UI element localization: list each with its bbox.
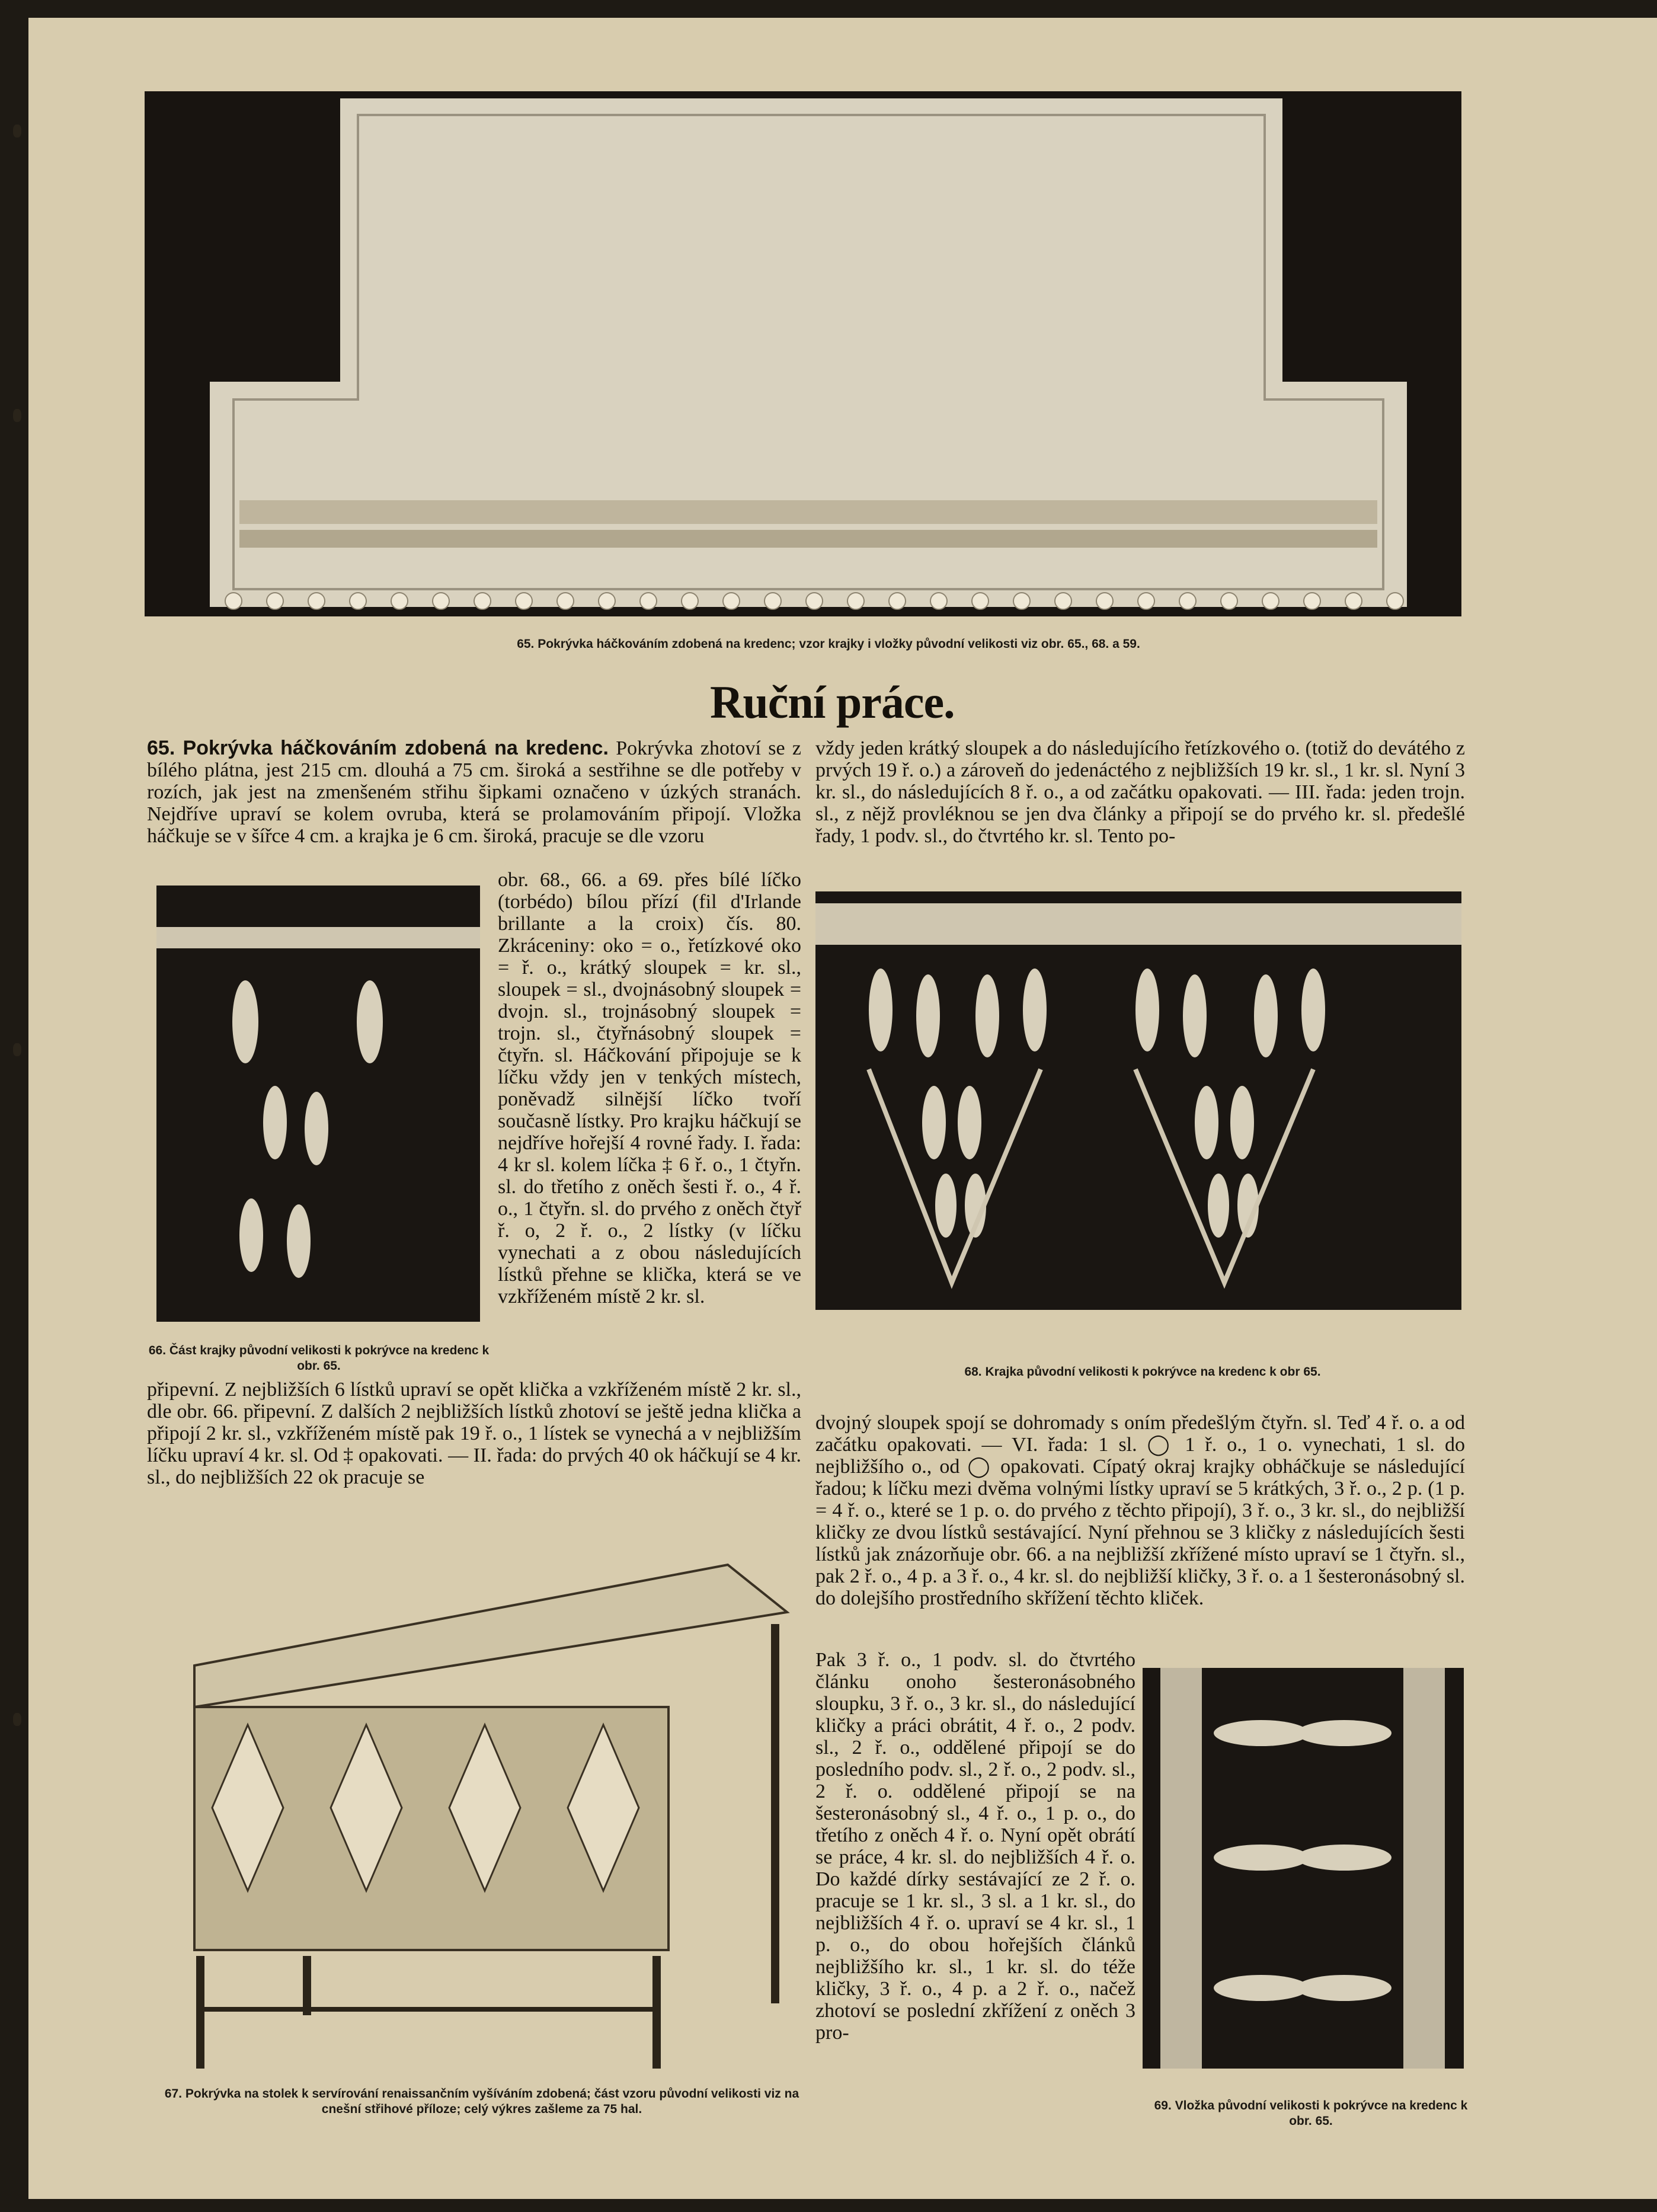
article-column-1-side: obr. 68., 66. a 69. přes bílé líčko (torbédo) bílou přízí (fil d'Irlande brillante a la croix) čís. 80. Zkráceniny: oko = o., řetízkové oko = ř. o., krátký sloupek = kr. sl., sloupek = sl., dvojnásobný sloupek = dvojn. sl., trojnásobný sloupek = trojn. sl., čtyřnásobný sloupek = čtyřn. sl. Háčkování připojuje se k líčku vždy jen v tenkých místech, poněvadž silnější líčko tvoří současně lístky. Pro krajku háčkují se nejdříve hořejší 4 rovné řady. I. řada: 4 kr sl. kolem líčka ‡ 6 ř. o., 1 čtyřn. sl. do třetího z oněch šesti ř. o., 4 ř. o., 1 čtyřn. sl. do prvého z oněch čtyř ř. o, 2 ř. o., 2 lístky (v líčku vynechati a z obou následujících lístků přehne se klička, která se ve vzkříženém místě 2 kr. sl. bbox=[498, 869, 801, 1308]
margin-speck bbox=[13, 409, 21, 422]
figure-69-caption: 69. Vložka původní velikosti k pokrývce na kredenc k obr. 65. bbox=[1154, 2099, 1468, 2128]
article-heading: 65. Pokrývka háčkováním zdobená na kredenc. bbox=[147, 737, 609, 759]
tablecloth-illustration bbox=[145, 91, 1461, 616]
table-cover-illustration bbox=[159, 1553, 802, 2074]
article-column-2-narrow: Pak 3 ř. o., 1 podv. sl. do čtvrtého článku onoho šesteronásobného sloupku, 3 ř. o., 3 kr. sl., do následující kličky a práci obrátit, 4 ř. o., 2 podv. sl., 2 ř. o., oddělené připojí se do posledního podv. sl., 2 ř. o., 2 podv. sl., 2 ř. o. oddělené připojí se na šesteronásobný sl., 4 ř. o., 1 p. o., do třetího z oněch 4 ř. o. Nyní opět obrátí se práce, 4 kr. sl. do nejbližších 4 ř. o. Do každé dírky sestávající ze 2 ř. o. pracuje se 1 kr. sl., 3 sl. a 1 kr. sl., do nejbližších 4 ř. o. upraví se 4 kr. sl., 1 p. o., do obou hořejších článků nejbližšího kr. sl., 1 kr. sl. do téže kličky, 3 ř. o., 4 p. a 2 ř. o., načež zhotoví se poslední zkřížení z oněch 3 pro- bbox=[815, 1649, 1135, 2044]
figure-69-photo bbox=[1143, 1668, 1464, 2069]
figure-65-caption: 65. Pokrývka háčkováním zdobená na kredenc; vzor krajky i vložky původní velikosti viz obr. 65., 68. a 59. bbox=[517, 637, 1140, 651]
figure-68-photo bbox=[815, 891, 1461, 1310]
figure-66-caption: 66. Část krajky původní velikosti k pokrývce na kredenc k obr. 65. bbox=[148, 1344, 490, 1373]
margin-speck bbox=[13, 1043, 21, 1056]
margin-speck bbox=[13, 1713, 21, 1726]
figure-67-illustration bbox=[159, 1553, 802, 2074]
figure-65-photo bbox=[145, 91, 1461, 616]
article-column-2-top: vždy jeden krátký sloupek a do následujícího řetízkového o. (totiž do devátého z prvých 19 ř. o.) a zároveň do jedenáctého z nejbližších 19 kr. sl., 1 kr. sl. Nyní 3 kr. sl., do následujících 8 ř. o., a od začátku opakovati. — III. řada: jeden trojn. sl., z nějž provléknou se jen dva články a připojí se do prvého kr. sl. předešlé řady, 1 podv. sl., do čtvrtého kr. sl. Tento po- bbox=[815, 737, 1465, 847]
lace-edge-illustration bbox=[815, 891, 1461, 1310]
lace-part-illustration bbox=[156, 886, 480, 1322]
figure-68-caption: 68. Krajka původní velikosti k pokrývce na kredenc k obr 65. bbox=[964, 1365, 1321, 1379]
margin-speck bbox=[13, 124, 21, 138]
lace-insert-illustration bbox=[1143, 1668, 1464, 2069]
article-column-1-bottom: připevní. Z nejbližších 6 lístků upraví se opět klička a vzkříženém místě 2 kr. sl., dle obr. 66. připevní. Z dalších 2 nejbližších lístků zhotoví se ještě jedna klička a připojí 2 kr. sl., vzkříženém místě pak 19 ř. o., 1 lístek se vynechá a v nejbližším líčku upraví 4 kr. sl. Od ‡ opakovati. — II. řada: do prvých 40 ok háčkují se 4 kr. sl., do nejbližších 22 ok pracuje se bbox=[147, 1379, 801, 1488]
article-intro: Pokrývka zhotoví se z bílého plátna, jest 215 cm. dlouhá a 75 cm. široká a sestřihne se dle potřeby v rozích, jak jest na zmenšeném střihu šipkami označeno v úzkých stranách. Nejdříve upraví se kolem ovruba, která se prolamováním připojí. Vložka háčkuje se v šířce 4 cm. a krajka je 6 cm. široká, pracuje se dle vzoru bbox=[147, 737, 802, 847]
magazine-page bbox=[28, 18, 1657, 2199]
figure-67-caption: 67. Pokrývka na stolek k servírování renaissančním vyšíváním zdobená; část vzoru původní velikosti viz na cnešní střihové příloze; celý výkres zašleme za 75 hal. bbox=[164, 2087, 799, 2117]
section-title: Ruční práce. bbox=[710, 676, 955, 728]
article-column-1-top bbox=[147, 737, 801, 847]
article-column-2-mid: dvojný sloupek spojí se dohromady s oním předešlým čtyřn. sl. Teď 4 ř. o. a od začátku opakovati. — VI. řada: 1 sl. ◯ 1 ř. o., 1 o. vynechati, 1 sl. do nejbližšího o., od ◯ opakovati. Cípatý okraj krajky obháčkuje se následující řadou; k líčku mezi dvěma volnými lístky upraví se 5 krátkých, 3 ř. o., 2 p. (1 p. = 4 ř. o., které se 1 p. o. do prvého z těchto připojí), 3 ř. o., 3 kr. sl., do nejbližší kličky ze dvou lístků sestávající. Nyní přehnou se 3 kličky z následujících šesti lístků jak znázorňuje obr. 66. a na nejbližší zkřížené místo upraví se 1 čtyřn. sl., pak 2 ř. o., 4 p. a 3 ř. o., 4 kr. sl. do nejbližší kličky, 3 ř. o. a 1 šesteronásobný sl. do dolejšího prostředního skřížení těchto kliček. bbox=[815, 1412, 1465, 1609]
figure-66-photo bbox=[156, 886, 480, 1322]
